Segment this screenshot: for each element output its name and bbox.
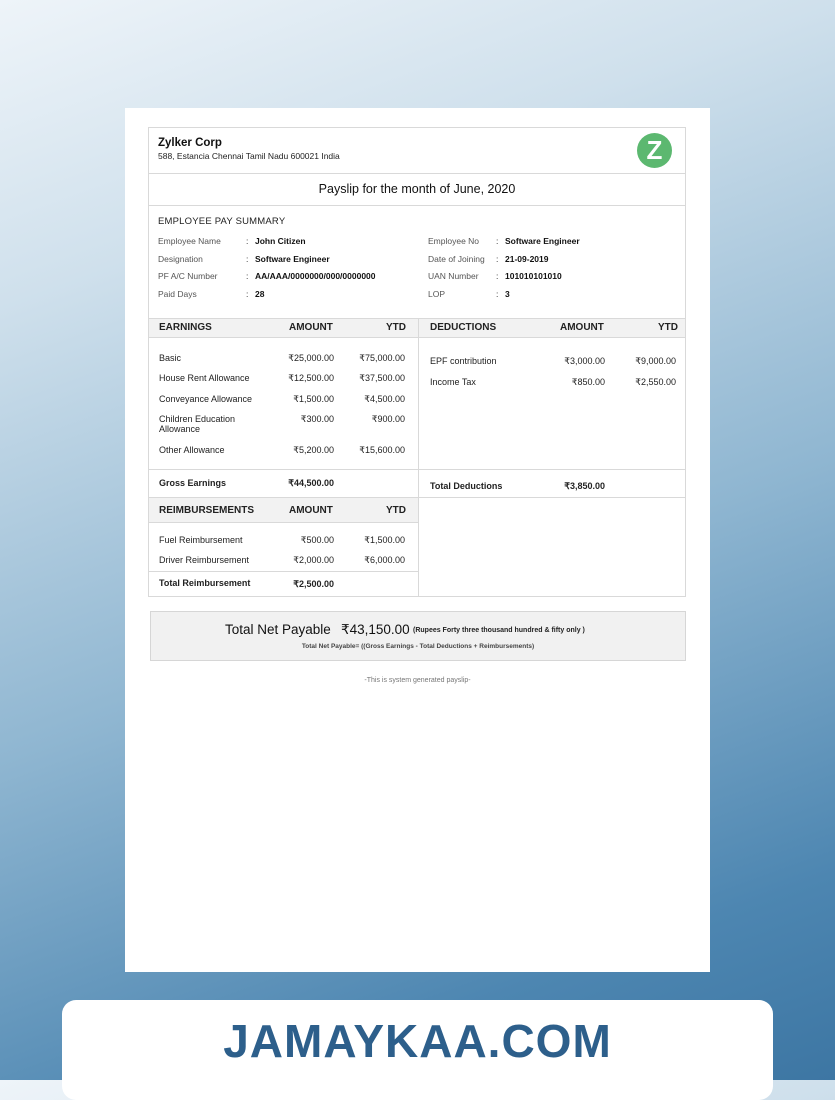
summary-label: Designation — [158, 254, 203, 264]
deduction-ytd: ₹2,550.00 — [635, 377, 676, 387]
earning-ytd: ₹37,500.00 — [359, 373, 405, 383]
summary-row: Date of Joining : 21-09-2019 — [428, 254, 549, 264]
earning-amount: ₹25,000.00 — [288, 353, 334, 363]
payslip-header — [149, 128, 685, 174]
earnings-amount-heading: AMOUNT — [289, 322, 333, 333]
reimbursements-heading: REIMBURSEMENTS — [159, 505, 255, 516]
net-payable-formula: Total Net Payable= ((Gross Earnings - Total Deductions + Reimbursements) — [301, 643, 535, 650]
earning-amount: ₹12,500.00 — [288, 373, 334, 383]
deductions-ytd-heading: YTD — [658, 322, 678, 333]
summary-value: 3 — [505, 289, 510, 299]
total-deductions-amount: ₹3,850.00 — [564, 481, 605, 491]
summary-row: Paid Days : 28 — [158, 289, 265, 299]
summary-label: Paid Days — [158, 289, 197, 299]
earning-ytd: ₹15,600.00 — [359, 445, 405, 455]
summary-value: Software Engineer — [505, 236, 580, 246]
payslip-page — [125, 108, 710, 972]
earning-amount: ₹1,500.00 — [293, 394, 334, 404]
deductions-heading: DEDUCTIONS — [430, 322, 497, 333]
summary-heading: EMPLOYEE PAY SUMMARY — [158, 216, 286, 227]
company-address: 588, Estancia Chennai Tamil Nadu 600021 India — [158, 151, 340, 161]
payslip-title: Payslip for the month of June, 2020 — [149, 173, 685, 206]
earnings-deductions-header — [149, 318, 685, 338]
net-payable-words: (Rupees Forty three thousand hundred & fifty only ) — [413, 627, 585, 634]
deduction-ytd: ₹9,000.00 — [635, 356, 676, 366]
summary-row: Employee Name : John Citizen — [158, 236, 306, 246]
summary-row: Employee No : Software Engineer — [428, 236, 580, 246]
summary-value: Software Engineer — [255, 254, 330, 264]
summary-label: Employee Name — [158, 236, 221, 246]
summary-value: John Citizen — [255, 236, 306, 246]
reimbursements-amount-heading: AMOUNT — [289, 505, 333, 516]
deductions-amount-heading: AMOUNT — [560, 322, 604, 333]
earning-ytd: ₹900.00 — [371, 414, 405, 424]
summary-row: Designation : Software Engineer — [158, 254, 330, 264]
reimbursement-ytd: ₹1,500.00 — [364, 535, 405, 545]
earning-ytd: ₹75,000.00 — [359, 353, 405, 363]
deduction-amount: ₹850.00 — [571, 377, 605, 387]
payslip-card: Zylker Corp 588, Estancia Chennai Tamil Nadu 600021 India Z Payslip for the month of June, 2020 EMPLOYEE PAY SUMMARY Employee Name : John Citizen Designation : Software Engineer PF A/C Number : AA/AAA/0000000/000/0000000 Paid Days : 28 Employee No : Software Engineer Date of Joining : 21-09-2019 UAN Number : 101010101010 LOP : 3 EARNINGS AMOUNT YTD DEDUCTIONS AMOUNT YTD Basic ₹25,000.00 ₹75,000.00 House Rent Allowance ₹12,500.00 ₹37,500.00 Conveyance Allowance ₹1,500.00 ₹4,500.00 Children Education Allowance ₹300.00 ₹900.00 Other Allowance ₹5,200.00 ₹15,600.00 EPF contribution ₹3,000.00 ₹9,000.00 Income Tax ₹850.00 ₹2,550.00 Gross Earnings ₹44,500.00 Total Deductions ₹3,850.00 REIMBURSEMENTS AMOUNT YTD Fuel Reimbursement ₹500.00 ₹1,500.00 Driver Reimbursement ₹2,000.00 ₹6,000.00 Total Reimbursement ₹2,500.00 — [148, 127, 686, 597]
reimbursement-total-divider — [149, 571, 418, 572]
summary-value: 101010101010 — [505, 271, 562, 281]
reimbursement-amount: ₹500.00 — [300, 535, 334, 545]
system-generated-note: -This is system generated payslip- — [364, 677, 471, 684]
total-reimbursement-amount: ₹2,500.00 — [293, 579, 334, 589]
summary-label: UAN Number — [428, 271, 479, 281]
summary-value: 28 — [255, 289, 265, 299]
gross-earnings-amount: ₹44,500.00 — [288, 478, 334, 488]
net-payable-label: Total Net Payable — [225, 622, 331, 637]
summary-row: PF A/C Number : AA/AAA/0000000/000/0000000 — [158, 271, 376, 281]
earnings-ytd-heading: YTD — [386, 322, 406, 333]
summary-label: LOP — [428, 289, 446, 299]
column-divider — [418, 318, 419, 597]
earning-amount: ₹5,200.00 — [293, 445, 334, 455]
watermark-banner — [62, 1000, 773, 1100]
summary-row: UAN Number : 101010101010 — [428, 271, 562, 281]
watermark-text: JAMAYKAA.COM — [223, 1015, 612, 1067]
reimbursement-amount: ₹2,000.00 — [293, 555, 334, 565]
earning-amount: ₹300.00 — [300, 414, 334, 424]
net-payable-amount: ₹43,150.00 — [341, 622, 410, 637]
reimbursement-ytd: ₹6,000.00 — [364, 555, 405, 565]
summary-value: 21-09-2019 — [505, 254, 549, 264]
company-logo-icon: Z — [637, 133, 672, 168]
reimbursements-ytd-heading: YTD — [386, 505, 406, 516]
summary-label: Employee No — [428, 236, 480, 246]
summary-value: AA/AAA/0000000/000/0000000 — [255, 271, 376, 281]
totals-divider — [149, 469, 685, 470]
net-payable-box — [150, 611, 686, 661]
earnings-heading: EARNINGS — [159, 322, 212, 333]
summary-row: LOP : 3 — [428, 289, 510, 299]
company-name: Zylker Corp — [158, 137, 222, 149]
deduction-amount: ₹3,000.00 — [564, 356, 605, 366]
summary-label: PF A/C Number — [158, 271, 218, 281]
earning-ytd: ₹4,500.00 — [364, 394, 405, 404]
summary-label: Date of Joining — [428, 254, 485, 264]
